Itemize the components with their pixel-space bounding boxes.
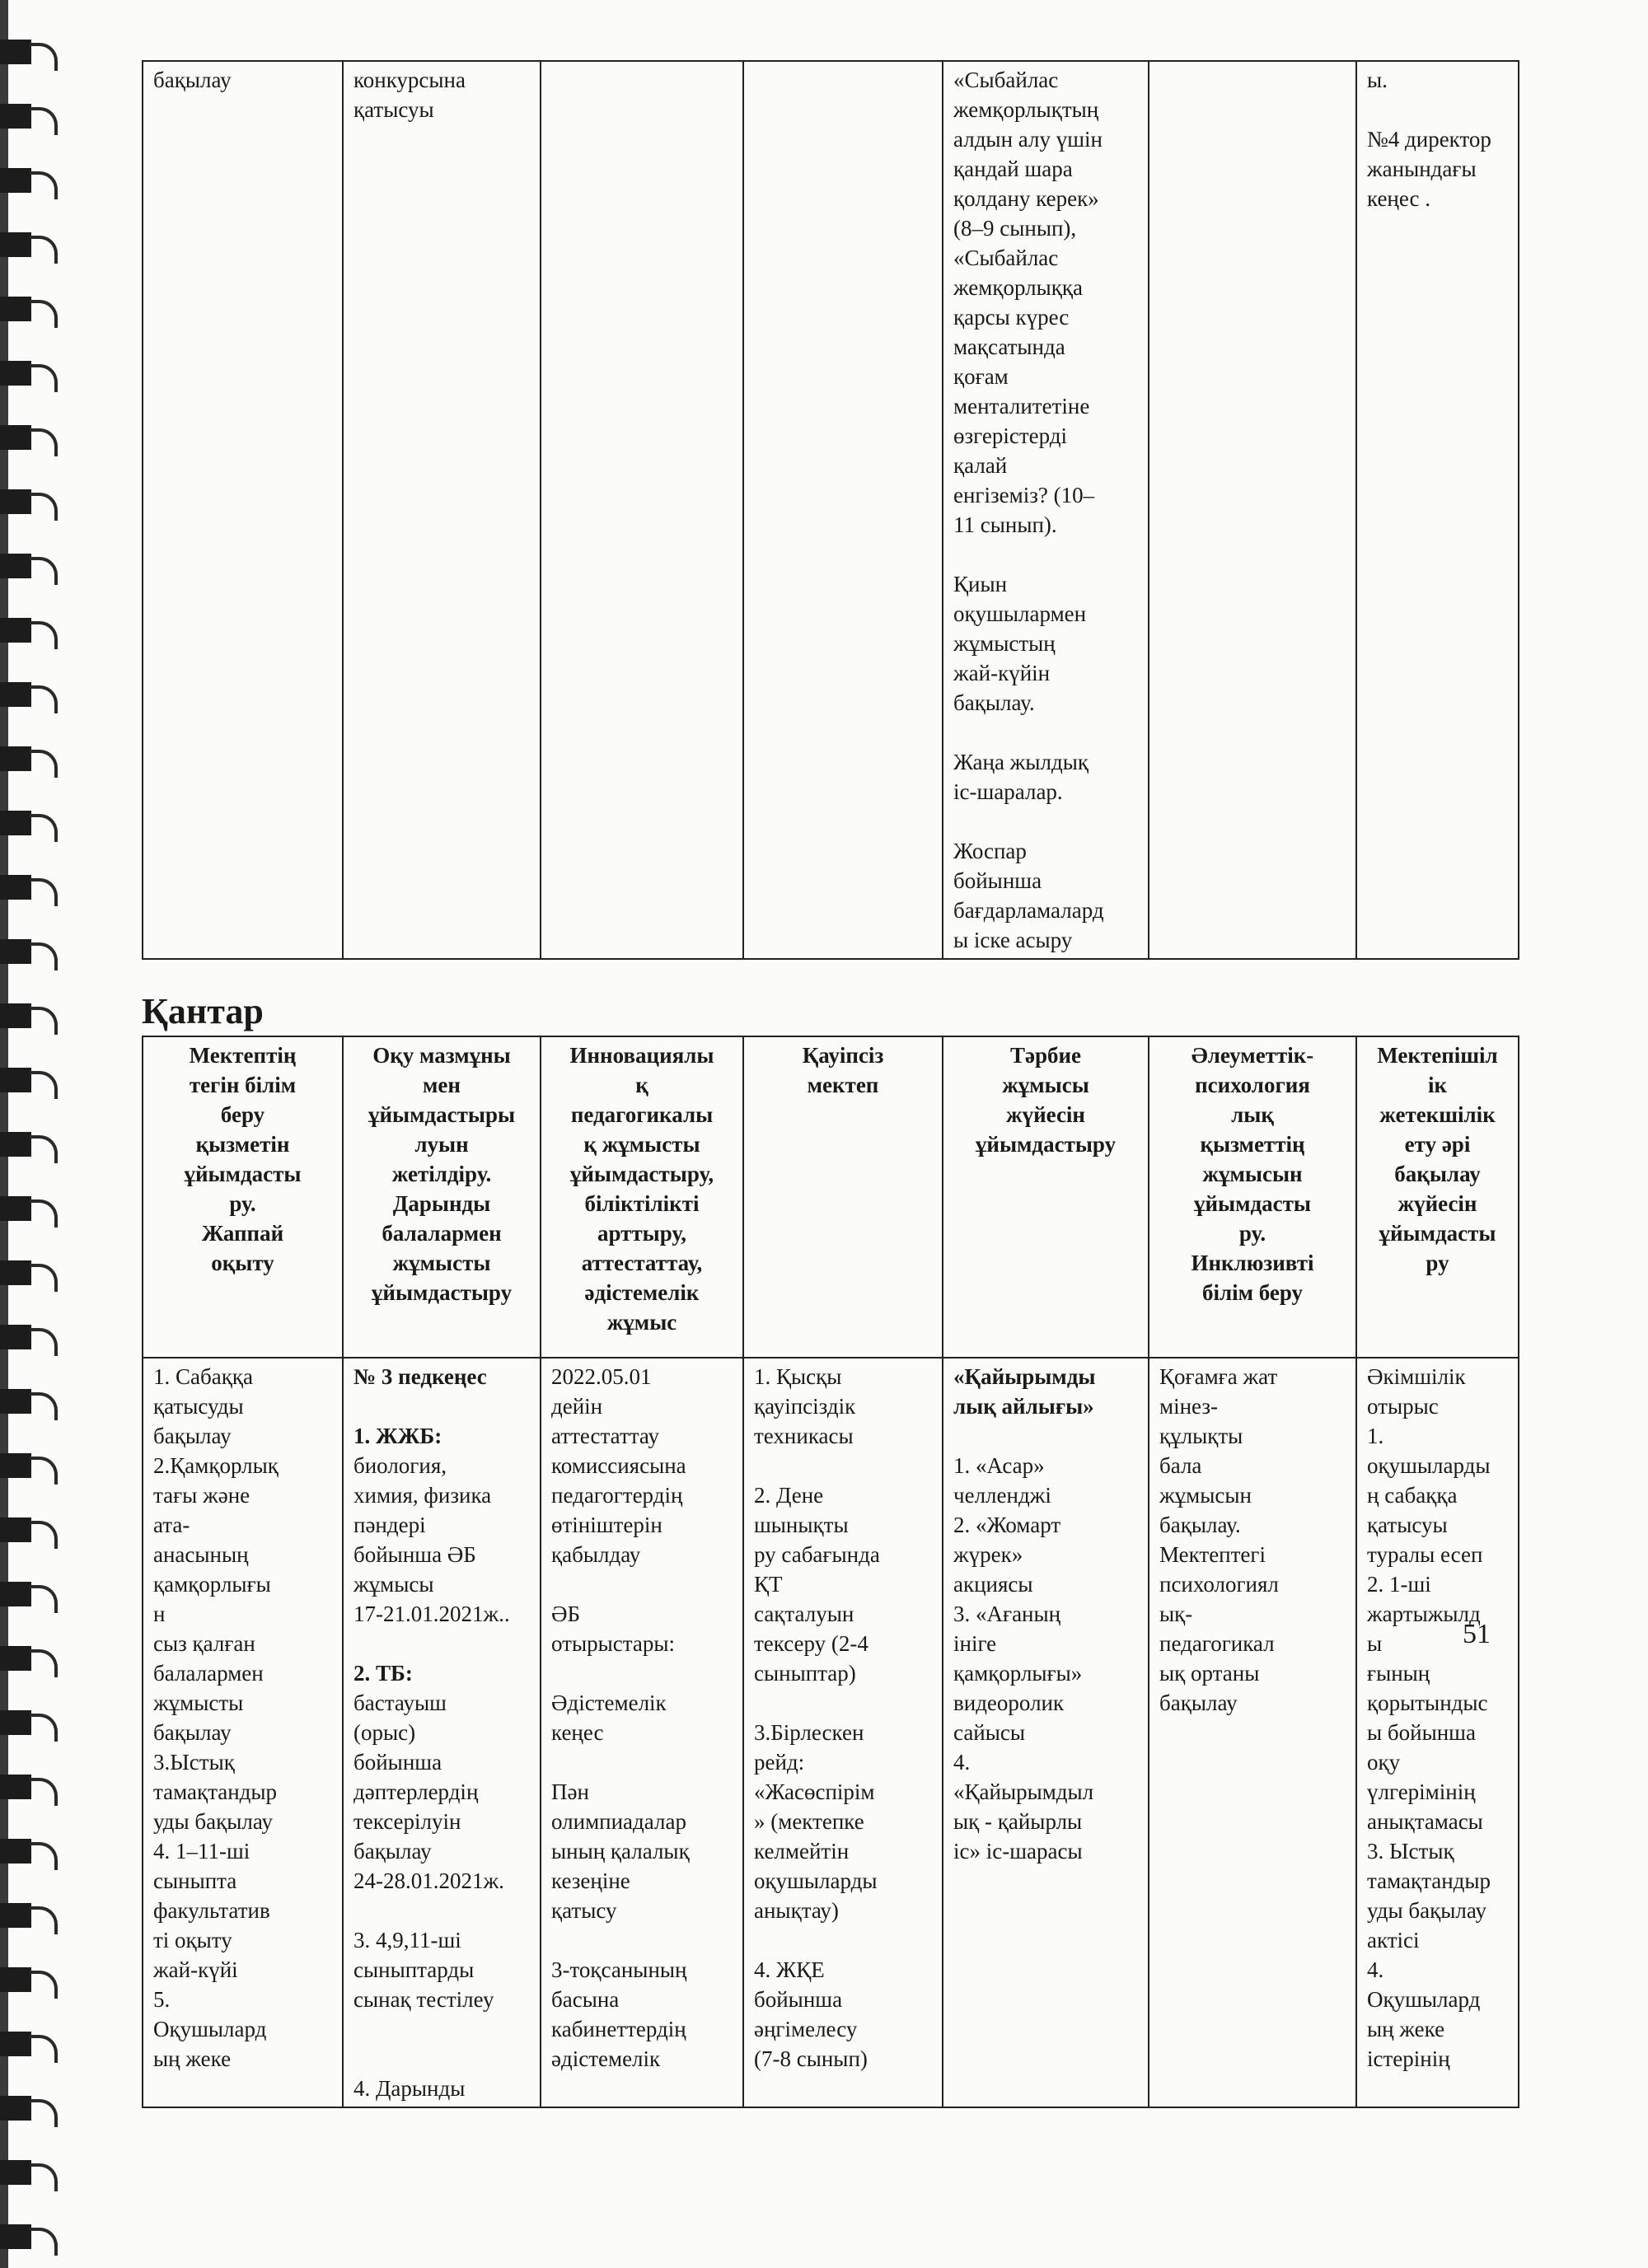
coil-bar: [0, 2096, 31, 2121]
table-cell: [1149, 61, 1356, 959]
table-row: [143, 61, 1519, 959]
binding-coil: [0, 547, 64, 588]
coil-bar: [0, 361, 31, 386]
binding-coil: [0, 1254, 64, 1295]
coil-hook: [30, 1392, 58, 1420]
coil-bar: [0, 1260, 31, 1285]
coil-bar: [0, 1325, 31, 1349]
binding-coil: [0, 33, 64, 74]
binding-coil: [0, 1318, 64, 1359]
coil-hook: [30, 2035, 58, 2063]
coil-bar: [0, 425, 31, 450]
table-cell: [743, 61, 943, 959]
item-label: 1. ЖЖБ:: [353, 1424, 442, 1448]
binding-coil: [0, 1511, 64, 1552]
binding-coil: [0, 161, 64, 203]
binding-coil: [0, 1768, 64, 1809]
spiral-binding: [0, 0, 66, 2268]
coil-hook: [30, 1585, 58, 1613]
pedcouncil-title: № 3 педкеңес: [353, 1364, 487, 1389]
item-text: бастауыш (орыс) бойынша дәптерлердің тексерілуін бақылау 24-28.01.2021ж.: [353, 1690, 504, 1893]
table-cell: 1. Сабаққа қатысуды бақылау 2.Қамқорлық тағы және ата- анасының қамқорлығы н сыз қалған балалармен жұмысты бақылау 3.Ыстық тамақтандыр уды бақылау 4. 1–11-ші сыныпта факультатив ті оқыту жай-күйі 5. Оқушылард ың жеке: [143, 1358, 343, 2107]
coil-bar: [0, 40, 31, 64]
column-header: Әлеуметтік- психология лық қызметтің жұмысын ұйымдасты ру. Инклюзивті білім беру: [1149, 1036, 1356, 1358]
binding-coil: [0, 676, 64, 717]
column-header: Оқу мазмұны мен ұйымдастыры луын жетілдіру. Дарынды балалармен жұмысты ұйымдастыру: [343, 1036, 541, 1358]
coil-hook: [30, 2163, 58, 2191]
item-text: 1. «Асар» челленджі 2. «Жомарт жүрек» акциясы 3. «Ағаның ініге қамқорлығы» видеоролик сайысы 4. «Қайырымдыл ық - қайырлы іс» іс-шарасы: [953, 1453, 1094, 1864]
binding-coil: [0, 354, 64, 395]
coil-hook: [30, 1906, 58, 1934]
continuation-table: [142, 60, 1519, 960]
coil-bar: [0, 1775, 31, 1799]
item-text: 3. 4,9,11-ші сыныптарды сынақ тестілеу 4. Дарынды: [353, 1928, 494, 2101]
month-theme: «Қайырымды лық айлығы»: [953, 1364, 1096, 1419]
item-text: биология, химия, физика пәндері бойынша ӘБ жұмысы 17-21.01.2021ж..: [353, 1453, 510, 1626]
coil-bar: [0, 1453, 31, 1478]
binding-coil: [0, 740, 64, 781]
coil-hook: [30, 1071, 58, 1099]
binding-coil: [0, 1447, 64, 1488]
column-header: Мектептің тегін білім беру қызметін ұйымдасты ру. Жаппай оқыту: [143, 1036, 343, 1358]
table-cell: [541, 61, 743, 959]
table-row: [143, 1358, 1519, 2107]
coil-bar: [0, 2160, 31, 2185]
binding-coil: [0, 1896, 64, 1938]
coil-bar: [0, 168, 31, 193]
coil-bar: [0, 618, 31, 643]
table-cell: 2022.05.01 дейін аттестаттау комиссиясына педагогтердің өтініштерін қабылдау ӘБ отырыстары: Әдістемелік кеңес Пән олимпиадалар ының қалалық кезеңіне қатысу 3-тоқсанының басына кабинеттердің әдістемелік: [541, 1358, 743, 2107]
coil-bar: [0, 232, 31, 257]
coil-hook: [30, 1971, 58, 1999]
coil-bar: [0, 554, 31, 578]
coil-hook: [30, 750, 58, 778]
coil-bar: [0, 2032, 31, 2056]
coil-bar: [0, 1646, 31, 1671]
binding-coil: [0, 226, 64, 267]
coil-hook: [30, 942, 58, 970]
plan-table: [142, 1036, 1519, 2108]
coil-bar: [0, 1132, 31, 1157]
month-title: Қантар: [142, 991, 264, 1031]
binding-coil: [0, 868, 64, 910]
coil-hook: [30, 107, 58, 135]
binding-coil: [0, 290, 64, 331]
column-header: Қауіпсіз мектеп: [743, 1036, 943, 1358]
coil-hook: [30, 43, 58, 71]
coil-bar: [0, 682, 31, 707]
table-cell: [343, 1358, 541, 2107]
binding-coil: [0, 419, 64, 460]
coil-hook: [30, 1649, 58, 1677]
coil-bar: [0, 875, 31, 900]
coil-hook: [30, 236, 58, 264]
coil-bar: [0, 1003, 31, 1028]
coil-bar: [0, 746, 31, 771]
coil-bar: [0, 1839, 31, 1864]
coil-bar: [0, 1903, 31, 1928]
column-header: Мектепішіл ік жетекшілік ету әрі бақылау жүйесін ұйымдасты ру: [1356, 1036, 1519, 1358]
coil-bar: [0, 1967, 31, 1992]
table-cell: «Сыбайлас жемқорлықтың алдын алу үшін қандай шара қолдану керек» (8–9 сынып), «Сыбайлас жемқорлыққа қарсы күрес мақсатында қоғам менталитетіне өзгерістерді қалай енгіземіз? (10– 11 сынып). Қиын оқушылармен жұмыстың жай-күйін бақылау. Жаңа жылдық іс-шаралар. Жоспар бойынша бағдарламалард ы іске асыру: [943, 61, 1149, 959]
coil-bar: [0, 1582, 31, 1606]
binding-coil: [0, 483, 64, 524]
binding-coil: [0, 611, 64, 652]
coil-bar: [0, 1517, 31, 1542]
table-cell: Әкімшілік отырыс 1. оқушыларды ң сабаққа қатысуы туралы есеп 2. 1-ші жартыжылд ы ғының қорытындыс ы бойынша оқу үлгерімінің анықтамасы 3. Ыстық тамақтандыр уды бақылау актісі 4. Оқушылард ың жеке істерінің: [1356, 1358, 1519, 2107]
binding-coil: [0, 2025, 64, 2066]
coil-hook: [30, 557, 58, 585]
coil-hook: [30, 1714, 58, 1742]
binding-coil: [0, 1961, 64, 2002]
coil-hook: [30, 2099, 58, 2127]
column-header: Инновациялы қ педагогикалы қ жұмысты ұйымдастыру, біліктілікті арттыру, аттестаттау, әдістемелік жұмыс: [541, 1036, 743, 1358]
coil-bar: [0, 1389, 31, 1414]
coil-hook: [30, 814, 58, 842]
binding-coil: [0, 1382, 64, 1424]
coil-bar: [0, 489, 31, 514]
coil-hook: [30, 1457, 58, 1485]
coil-bar: [0, 1068, 31, 1092]
coil-bar: [0, 1710, 31, 1735]
coil-hook: [30, 1199, 58, 1228]
coil-bar: [0, 939, 31, 964]
coil-hook: [30, 685, 58, 713]
coil-hook: [30, 1264, 58, 1292]
table-cell: ы. №4 директор жанындағы кеңес .: [1356, 61, 1519, 959]
coil-hook: [30, 1328, 58, 1356]
coil-hook: [30, 428, 58, 456]
table-cell: конкурсына қатысуы: [343, 61, 541, 959]
binding-coil: [0, 1639, 64, 1681]
coil-bar: [0, 297, 31, 321]
column-header: Тәрбие жұмысы жүйесін ұйымдастыру: [943, 1036, 1149, 1358]
coil-bar: [0, 811, 31, 835]
coil-bar: [0, 104, 31, 129]
binding-coil: [0, 1125, 64, 1167]
binding-coil: [0, 2218, 64, 2259]
coil-hook: [30, 2228, 58, 2256]
binding-coil: [0, 97, 64, 138]
binding-coil: [0, 933, 64, 974]
coil-bar: [0, 1196, 31, 1221]
coil-hook: [30, 1521, 58, 1549]
coil-hook: [30, 878, 58, 906]
coil-hook: [30, 171, 58, 199]
coil-hook: [30, 493, 58, 521]
binding-coil: [0, 2089, 64, 2130]
coil-bar: [0, 2224, 31, 2249]
table-header-row: [143, 1036, 1519, 1358]
table-cell: 1. Қысқы қауіпсіздік техникасы 2. Дене шынықты ру сабағында ҚТ сақталуын тексеру (2-4 сыныптар) 3.Бірлескен рейд: «Жасөспірім » (мектепке келмейтін оқушыларды анықтау) 4. ЖҚЕ бойынша әңгімелесу (7-8 сынып): [743, 1358, 943, 2107]
binding-coil: [0, 804, 64, 845]
binding-coil: [0, 1704, 64, 1745]
binding-coil: [0, 1061, 64, 1102]
coil-hook: [30, 1842, 58, 1870]
coil-hook: [30, 300, 58, 328]
binding-coil: [0, 1575, 64, 1616]
binding-coil: [0, 1832, 64, 1873]
coil-hook: [30, 621, 58, 649]
coil-hook: [30, 1135, 58, 1163]
coil-hook: [30, 364, 58, 392]
table-cell: бақылау: [143, 61, 343, 959]
binding-coil: [0, 997, 64, 1038]
coil-hook: [30, 1778, 58, 1806]
binding-coil: [0, 1190, 64, 1231]
binding-coil: [0, 2153, 64, 2195]
page-number: 51: [1463, 1619, 1491, 1649]
table-cell: Қоғамға жат мінез- құлықты бала жұмысын бақылау. Мектептегі психологиял ық- педагогикал ық ортаны бақылау: [1149, 1358, 1356, 2107]
table-cell: [943, 1358, 1149, 2107]
coil-hook: [30, 1007, 58, 1035]
item-label: 2. ТБ:: [353, 1661, 413, 1686]
